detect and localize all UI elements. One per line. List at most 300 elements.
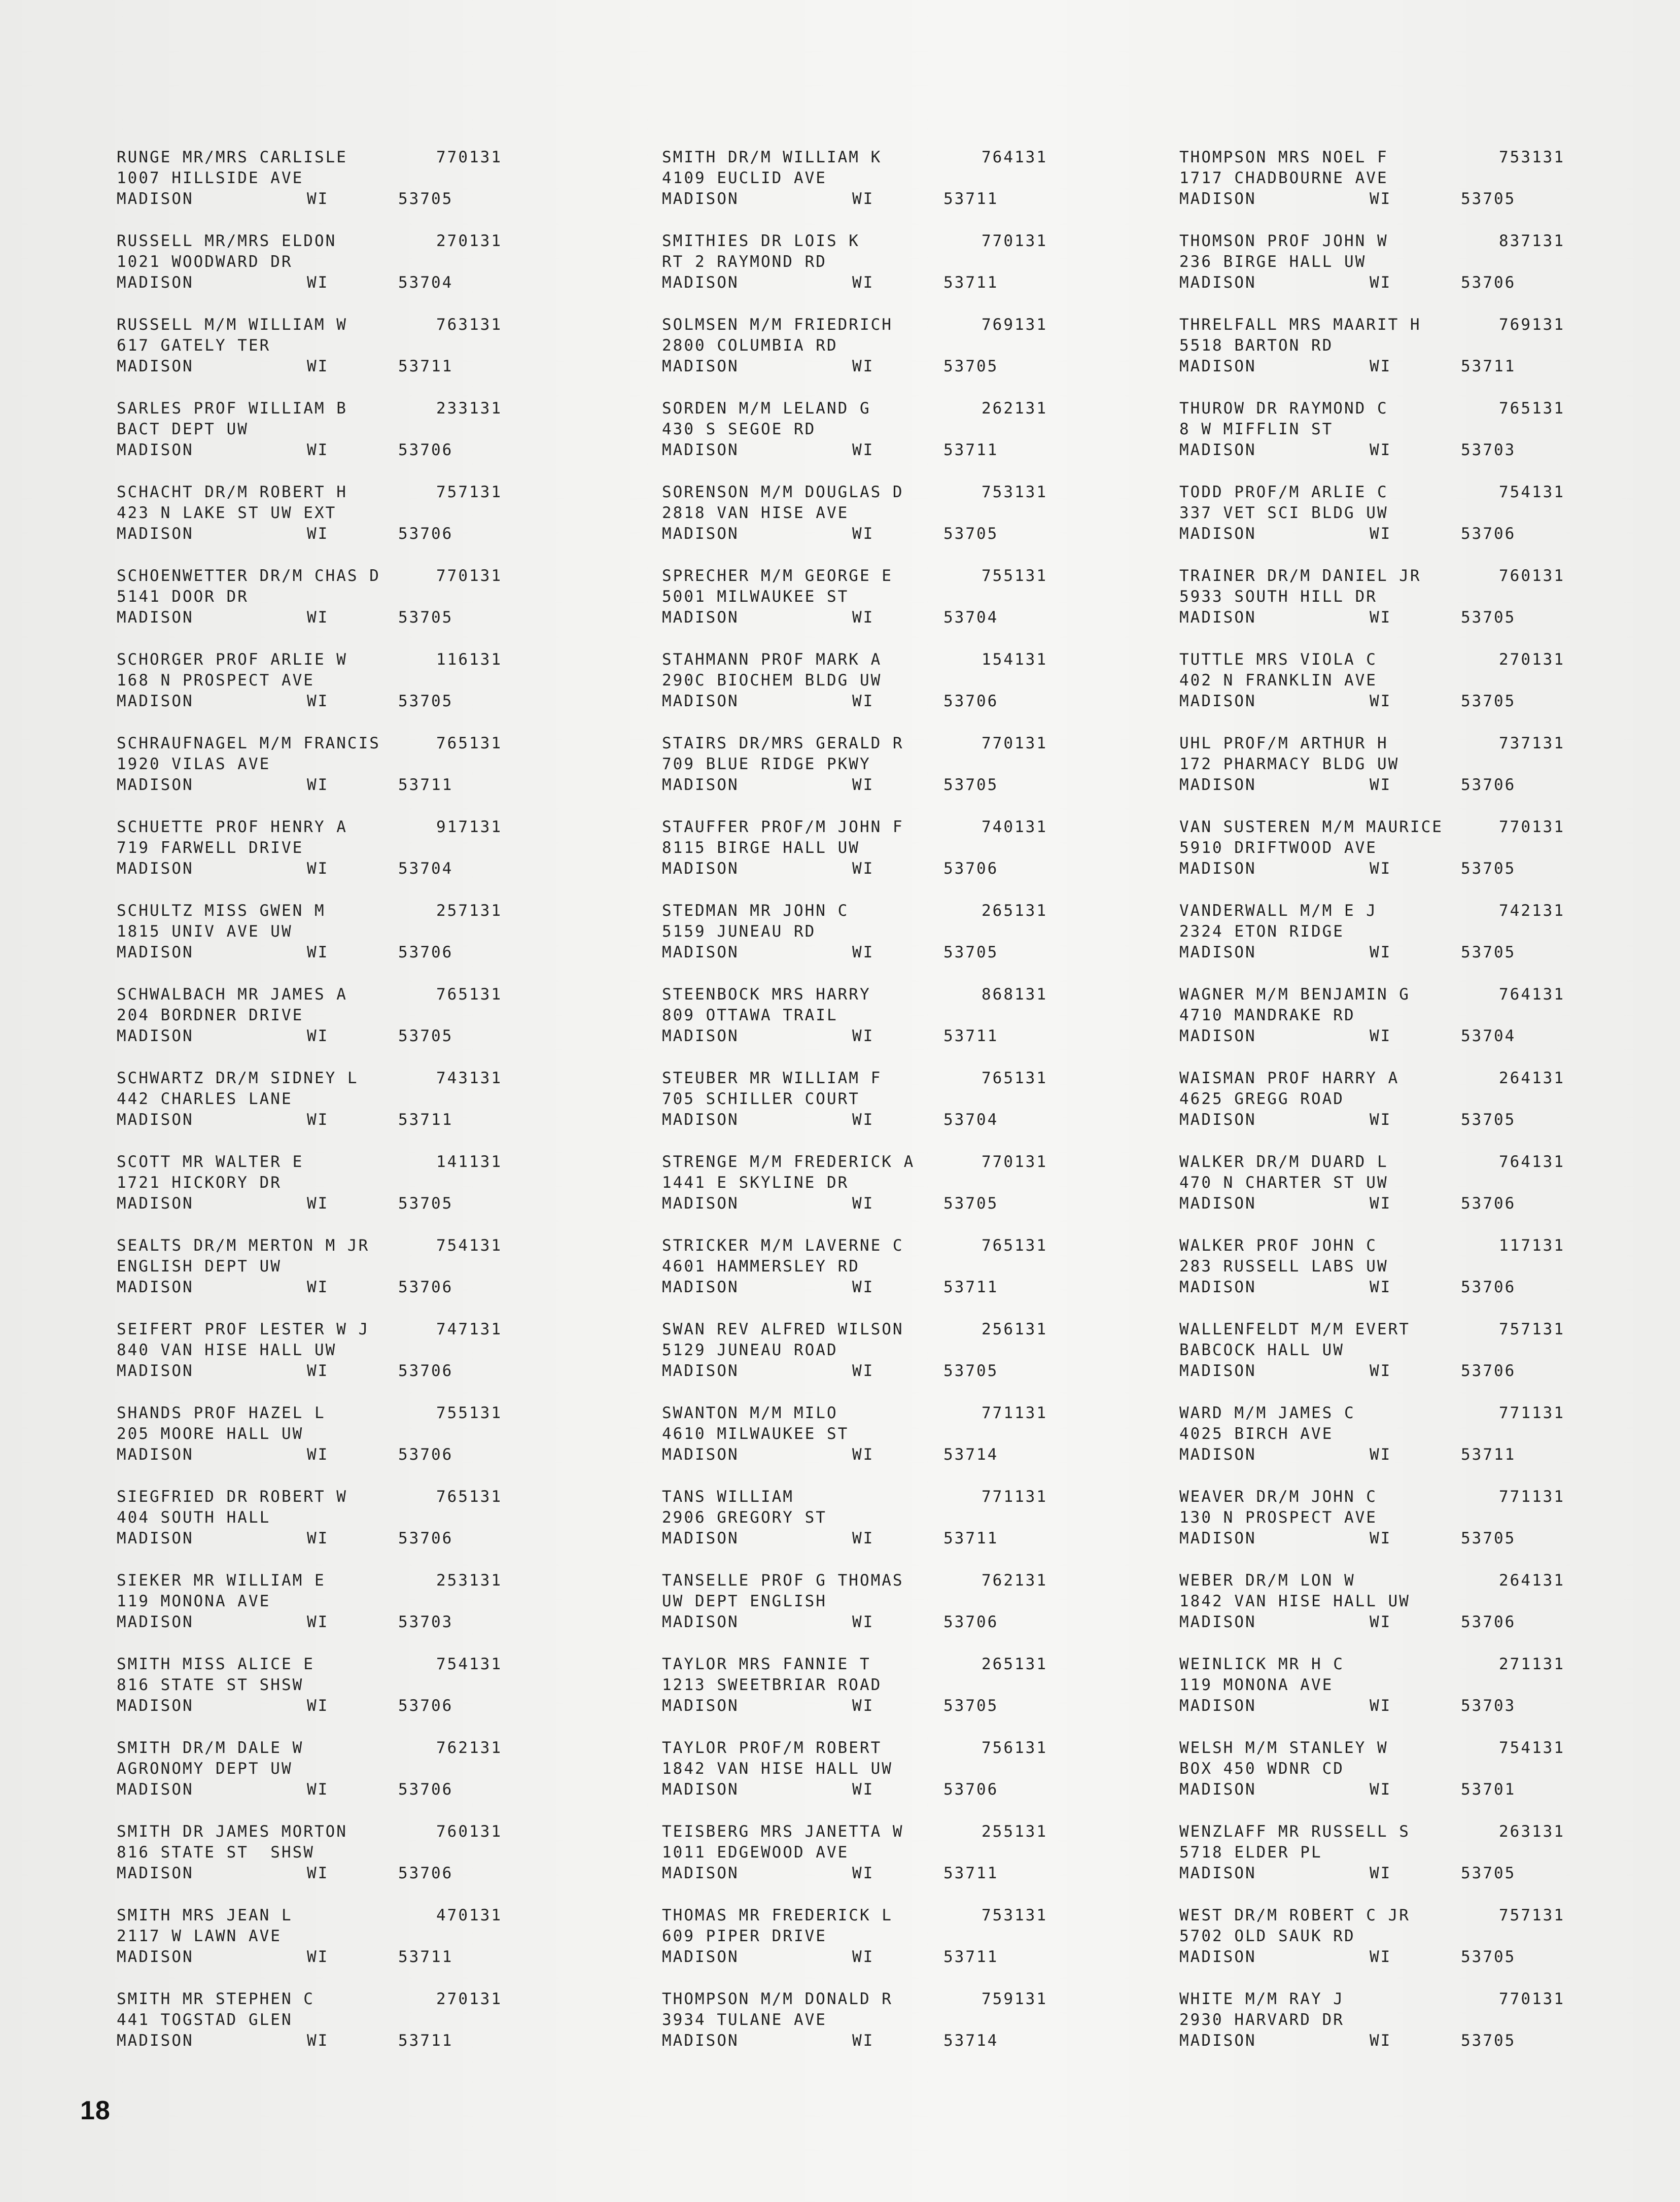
- entry-name: SEALTS DR/M MERTON M JR: [117, 1236, 370, 1255]
- entry-code: 770131: [982, 232, 1047, 250]
- entry-zip: 53711: [398, 776, 453, 794]
- entry-address: 4710 MANDRAKE RD: [1179, 1006, 1355, 1024]
- entry-code: 753131: [1499, 148, 1565, 166]
- entry-code: 917131: [436, 818, 502, 836]
- entry-address: 3934 TULANE AVE: [662, 2011, 827, 2029]
- entry-name: TODD PROF/M ARLIE C: [1179, 483, 1388, 501]
- entry-zip: 53711: [398, 1948, 453, 1966]
- entry-city: MADISON: [117, 190, 194, 208]
- entry-zip: 53705: [943, 1362, 999, 1380]
- entry-code: 771131: [1499, 1488, 1565, 1506]
- directory-entry: [662, 1235, 1068, 1298]
- entry-city: MADISON: [1179, 1613, 1256, 1631]
- entry-name: TRAINER DR/M DANIEL JR: [1179, 567, 1421, 585]
- entry-address: 337 VET SCI BLDG UW: [1179, 504, 1388, 522]
- entry-city: MADISON: [662, 1278, 739, 1296]
- entry-code: 756131: [982, 1739, 1047, 1757]
- entry-zip: 53705: [1461, 1864, 1516, 1882]
- entry-zip: 53714: [943, 1446, 999, 1464]
- entry-address: 5933 SOUTH HILL DR: [1179, 588, 1377, 606]
- entry-address: 1815 UNIV AVE UW: [117, 922, 293, 941]
- entry-address: 236 BIRGE HALL UW: [1179, 253, 1367, 271]
- entry-code: 757131: [1499, 1906, 1565, 1924]
- directory-entry: [662, 649, 1068, 712]
- entry-zip: 53705: [1461, 190, 1516, 208]
- entry-zip: 53706: [1461, 273, 1516, 292]
- entry-zip: 53711: [943, 273, 999, 292]
- entry-code: 762131: [436, 1739, 502, 1757]
- directory-entry: [117, 482, 522, 544]
- entry-city: MADISON: [117, 441, 194, 459]
- entry-address: 5159 JUNEAU RD: [662, 922, 816, 941]
- entry-city: MADISON: [117, 525, 194, 543]
- entry-address: 709 BLUE RIDGE PKWY: [662, 755, 871, 773]
- directory-entry: [1179, 482, 1585, 544]
- entry-state: WI: [307, 1864, 329, 1882]
- entry-zip: 53706: [398, 943, 453, 961]
- entry-name: WAGNER M/M BENJAMIN G: [1179, 985, 1410, 1004]
- entry-city: MADISON: [662, 1613, 739, 1631]
- entry-state: WI: [1370, 1446, 1392, 1464]
- entry-code: 764131: [982, 148, 1047, 166]
- directory-entry: [1179, 315, 1585, 377]
- entry-name: SCHOENWETTER DR/M CHAS D: [117, 567, 380, 585]
- entry-code: 255131: [982, 1822, 1047, 1841]
- entry-code: 764131: [1499, 1153, 1565, 1171]
- directory-entry: [117, 1152, 522, 1214]
- entry-state: WI: [1370, 1697, 1392, 1715]
- entry-city: MADISON: [117, 1111, 194, 1129]
- entry-zip: 53711: [943, 441, 999, 459]
- entry-name: SORENSON M/M DOUGLAS D: [662, 483, 904, 501]
- entry-code: 770131: [1499, 818, 1565, 836]
- entry-code: 470131: [436, 1906, 502, 1924]
- entry-code: 765131: [982, 1236, 1047, 1255]
- entry-city: MADISON: [662, 525, 739, 543]
- entry-code: 765131: [982, 1069, 1047, 1087]
- entry-city: MADISON: [1179, 1027, 1256, 1045]
- entry-name: SMITHIES DR LOIS K: [662, 232, 860, 250]
- entry-city: MADISON: [662, 859, 739, 878]
- entry-code: 753131: [982, 483, 1047, 501]
- entry-name: SCHORGER PROF ARLIE W: [117, 650, 347, 669]
- entry-zip: 53705: [943, 357, 999, 375]
- entry-address: 1007 HILLSIDE AVE: [117, 169, 304, 187]
- directory-entry: [1179, 1989, 1585, 2051]
- entry-state: WI: [1370, 357, 1392, 375]
- entry-city: MADISON: [1179, 1111, 1256, 1129]
- directory-entry: [662, 1068, 1068, 1130]
- entry-address: UW DEPT ENGLISH: [662, 1592, 827, 1610]
- entry-code: 757131: [436, 483, 502, 501]
- entry-address: 205 MOORE HALL UW: [117, 1425, 304, 1443]
- entry-city: MADISON: [662, 1529, 739, 1547]
- entry-code: 116131: [436, 650, 502, 669]
- directory-entry: [117, 398, 522, 461]
- entry-address: 5910 DRIFTWOOD AVE: [1179, 839, 1377, 857]
- entry-state: WI: [1370, 1529, 1392, 1547]
- entry-state: WI: [307, 273, 329, 292]
- entry-code: 771131: [982, 1404, 1047, 1422]
- entry-zip: 53706: [398, 1697, 453, 1715]
- entry-code: 154131: [982, 650, 1047, 669]
- directory-entry: [662, 1570, 1068, 1633]
- entry-code: 769131: [982, 316, 1047, 334]
- page-number: 18: [80, 2096, 111, 2125]
- entry-zip: 53705: [1461, 1529, 1516, 1547]
- entry-city: MADISON: [1179, 1446, 1256, 1464]
- entry-name: TANSELLE PROF G THOMAS: [662, 1571, 904, 1590]
- entry-state: WI: [852, 1027, 874, 1045]
- entry-name: SARLES PROF WILLIAM B: [117, 399, 347, 418]
- entry-code: 770131: [982, 734, 1047, 752]
- entry-state: WI: [307, 1613, 329, 1631]
- entry-address: 204 BORDNER DRIVE: [117, 1006, 304, 1024]
- entry-address: ENGLISH DEPT UW: [117, 1257, 282, 1276]
- entry-zip: 53704: [398, 273, 453, 292]
- entry-address: RT 2 RAYMOND RD: [662, 253, 827, 271]
- entry-city: MADISON: [1179, 1278, 1256, 1296]
- entry-code: 868131: [982, 985, 1047, 1004]
- entry-zip: 53714: [943, 2032, 999, 2050]
- entry-state: WI: [307, 943, 329, 961]
- entry-zip: 53711: [943, 1278, 999, 1296]
- entry-state: WI: [852, 943, 874, 961]
- entry-city: MADISON: [1179, 692, 1256, 710]
- entry-city: MADISON: [1179, 1529, 1256, 1547]
- directory-entry: [1179, 398, 1585, 461]
- entry-code: 763131: [436, 316, 502, 334]
- directory-column-1: [117, 147, 522, 2073]
- entry-address: 402 N FRANKLIN AVE: [1179, 671, 1377, 690]
- directory-entry: [117, 315, 522, 377]
- entry-state: WI: [307, 1446, 329, 1464]
- entry-state: WI: [852, 190, 874, 208]
- entry-name: UHL PROF/M ARTHUR H: [1179, 734, 1388, 752]
- entry-state: WI: [1370, 1948, 1392, 1966]
- entry-code: 753131: [982, 1906, 1047, 1924]
- entry-zip: 53711: [943, 1948, 999, 1966]
- entry-state: WI: [307, 1948, 329, 1966]
- entry-code: 764131: [1499, 985, 1565, 1004]
- entry-zip: 53705: [1461, 1948, 1516, 1966]
- entry-state: WI: [852, 1446, 874, 1464]
- entry-city: MADISON: [662, 357, 739, 375]
- entry-name: STRENGE M/M FREDERICK A: [662, 1153, 915, 1171]
- entry-state: WI: [1370, 2032, 1392, 2050]
- entry-address: 423 N LAKE ST UW EXT: [117, 504, 337, 522]
- directory-entry: [1179, 1905, 1585, 1968]
- entry-address: 5129 JUNEAU ROAD: [662, 1341, 838, 1359]
- directory-entry: [662, 817, 1068, 879]
- entry-address: 119 MONONA AVE: [117, 1592, 271, 1610]
- entry-city: MADISON: [1179, 190, 1256, 208]
- entry-zip: 53711: [943, 1027, 999, 1045]
- entry-city: MADISON: [117, 1864, 194, 1882]
- entry-state: WI: [852, 441, 874, 459]
- entry-name: SCHWARTZ DR/M SIDNEY L: [117, 1069, 359, 1087]
- entry-city: MADISON: [662, 1362, 739, 1380]
- directory-entry: [662, 901, 1068, 963]
- entry-zip: 53706: [1461, 1194, 1516, 1213]
- entry-zip: 53703: [1461, 441, 1516, 459]
- entry-zip: 53703: [398, 1613, 453, 1631]
- entry-state: WI: [852, 1864, 874, 1882]
- entry-address: AGRONOMY DEPT UW: [117, 1760, 293, 1778]
- entry-zip: 53711: [943, 190, 999, 208]
- entry-address: 809 OTTAWA TRAIL: [662, 1006, 838, 1024]
- directory-entry: [117, 1487, 522, 1549]
- entry-code: 771131: [1499, 1404, 1565, 1422]
- directory-entry: [1179, 566, 1585, 628]
- entry-state: WI: [852, 1194, 874, 1213]
- entry-address: 2906 GREGORY ST: [662, 1508, 827, 1527]
- entry-address: 2324 ETON RIDGE: [1179, 922, 1344, 941]
- directory-entry: [1179, 1152, 1585, 1214]
- entry-code: 737131: [1499, 734, 1565, 752]
- entry-code: 256131: [982, 1320, 1047, 1338]
- entry-state: WI: [1370, 943, 1392, 961]
- entry-name: RUSSELL M/M WILLIAM W: [117, 316, 347, 334]
- entry-name: SHANDS PROF HAZEL L: [117, 1404, 326, 1422]
- entry-city: MADISON: [662, 1948, 739, 1966]
- entry-city: MADISON: [1179, 608, 1256, 627]
- entry-state: WI: [307, 190, 329, 208]
- entry-zip: 53705: [943, 1697, 999, 1715]
- entry-state: WI: [852, 1697, 874, 1715]
- entry-zip: 53706: [943, 1780, 999, 1799]
- entry-state: WI: [307, 1194, 329, 1213]
- entry-address: 5702 OLD SAUK RD: [1179, 1927, 1355, 1945]
- entry-city: MADISON: [1179, 357, 1256, 375]
- entry-code: 770131: [436, 148, 502, 166]
- entry-city: MADISON: [117, 1194, 194, 1213]
- entry-city: MADISON: [662, 1194, 739, 1213]
- entry-address: 168 N PROSPECT AVE: [117, 671, 314, 690]
- entry-name: SCOTT MR WALTER E: [117, 1153, 304, 1171]
- entry-code: 271131: [1499, 1655, 1565, 1673]
- entry-address: 1717 CHADBOURNE AVE: [1179, 169, 1388, 187]
- directory-entry: [117, 1989, 522, 2051]
- entry-state: WI: [307, 1111, 329, 1129]
- entry-code: 263131: [1499, 1822, 1565, 1841]
- directory-entry: [662, 315, 1068, 377]
- entry-code: 264131: [1499, 1069, 1565, 1087]
- entry-name: STAUFFER PROF/M JOHN F: [662, 818, 904, 836]
- entry-zip: 53706: [398, 525, 453, 543]
- entry-zip: 53705: [943, 943, 999, 961]
- entry-address: 2818 VAN HISE AVE: [662, 504, 849, 522]
- entry-address: 119 MONONA AVE: [1179, 1676, 1334, 1694]
- entry-zip: 53705: [398, 608, 453, 627]
- directory-entry: [1179, 1235, 1585, 1298]
- entry-zip: 53706: [398, 1780, 453, 1799]
- entry-name: THOMSON PROF JOHN W: [1179, 232, 1388, 250]
- entry-name: STAHMANN PROF MARK A: [662, 650, 882, 669]
- entry-zip: 53704: [1461, 1027, 1516, 1045]
- directory-entry: [117, 1821, 522, 1884]
- directory-entry: [1179, 1654, 1585, 1716]
- entry-name: WALKER PROF JOHN C: [1179, 1236, 1377, 1255]
- entry-address: 172 PHARMACY BLDG UW: [1179, 755, 1399, 773]
- entry-address: 5141 DOOR DR: [117, 588, 249, 606]
- entry-code: 759131: [982, 1990, 1047, 2008]
- entry-state: WI: [307, 2032, 329, 2050]
- entry-city: MADISON: [662, 1780, 739, 1799]
- directory-entry: [1179, 147, 1585, 210]
- entry-state: WI: [307, 1027, 329, 1045]
- entry-address: 617 GATELY TER: [117, 336, 271, 355]
- entry-zip: 53705: [1461, 608, 1516, 627]
- entry-code: 755131: [982, 567, 1047, 585]
- entry-code: 754131: [1499, 1739, 1565, 1757]
- entry-address: 705 SCHILLER COURT: [662, 1090, 860, 1108]
- entry-address: 5518 BARTON RD: [1179, 336, 1334, 355]
- entry-code: 837131: [1499, 232, 1565, 250]
- directory-entry: [1179, 1403, 1585, 1465]
- entry-address: 2930 HARVARD DR: [1179, 2011, 1344, 2029]
- entry-address: 840 VAN HISE HALL UW: [117, 1341, 337, 1359]
- directory-entry: [117, 147, 522, 210]
- entry-state: WI: [307, 1697, 329, 1715]
- directory-entry: [662, 1654, 1068, 1716]
- entry-address: 441 TOGSTAD GLEN: [117, 2011, 293, 2029]
- entry-state: WI: [307, 357, 329, 375]
- entry-name: SCHRAUFNAGEL M/M FRANCIS: [117, 734, 380, 752]
- entry-name: WEINLICK MR H C: [1179, 1655, 1344, 1673]
- entry-name: SORDEN M/M LELAND G: [662, 399, 871, 418]
- entry-name: SIEGFRIED DR ROBERT W: [117, 1488, 347, 1506]
- entry-state: WI: [852, 608, 874, 627]
- entry-city: MADISON: [1179, 273, 1256, 292]
- entry-city: MADISON: [1179, 1362, 1256, 1380]
- entry-state: WI: [852, 357, 874, 375]
- entry-state: WI: [852, 1613, 874, 1631]
- entry-zip: 53705: [943, 1194, 999, 1213]
- entry-state: WI: [1370, 1864, 1392, 1882]
- entry-name: WEAVER DR/M JOHN C: [1179, 1488, 1377, 1506]
- directory-entry: [1179, 733, 1585, 796]
- directory-entry: [1179, 1738, 1585, 1800]
- directory-entry: [1179, 1319, 1585, 1382]
- entry-address: 4109 EUCLID AVE: [662, 169, 827, 187]
- entry-state: WI: [852, 273, 874, 292]
- entry-city: MADISON: [117, 1362, 194, 1380]
- directory-entry: [662, 1152, 1068, 1214]
- entry-code: 760131: [1499, 567, 1565, 585]
- entry-address: 609 PIPER DRIVE: [662, 1927, 827, 1945]
- entry-city: MADISON: [1179, 776, 1256, 794]
- entry-state: WI: [1370, 273, 1392, 292]
- entry-state: WI: [1370, 525, 1392, 543]
- entry-zip: 53704: [943, 1111, 999, 1129]
- entry-state: WI: [852, 1529, 874, 1547]
- directory-entry: [117, 1319, 522, 1382]
- entry-city: MADISON: [117, 943, 194, 961]
- entry-zip: 53706: [1461, 776, 1516, 794]
- entry-city: MADISON: [117, 1278, 194, 1296]
- directory-entry: [662, 1821, 1068, 1884]
- entry-city: MADISON: [117, 2032, 194, 2050]
- entry-address: 470 N CHARTER ST UW: [1179, 1174, 1388, 1192]
- entry-name: SCHACHT DR/M ROBERT H: [117, 483, 347, 501]
- entry-zip: 53706: [1461, 1362, 1516, 1380]
- entry-address: 1721 HICKORY DR: [117, 1174, 282, 1192]
- entry-city: MADISON: [1179, 1948, 1256, 1966]
- directory-entry: [117, 1235, 522, 1298]
- directory-entry: [662, 1403, 1068, 1465]
- entry-city: MADISON: [117, 692, 194, 710]
- entry-name: WENZLAFF MR RUSSELL S: [1179, 1822, 1410, 1841]
- entry-name: TAYLOR MRS FANNIE T: [662, 1655, 871, 1673]
- entry-city: MADISON: [662, 1697, 739, 1715]
- entry-address: 1842 VAN HISE HALL UW: [662, 1760, 893, 1778]
- entry-zip: 53711: [398, 2032, 453, 2050]
- entry-state: WI: [307, 441, 329, 459]
- directory-entry: [1179, 1821, 1585, 1884]
- entry-code: 755131: [436, 1404, 502, 1422]
- directory-entry: [662, 231, 1068, 293]
- entry-zip: 53704: [943, 608, 999, 627]
- directory-column-2: [662, 147, 1068, 2073]
- entry-code: 117131: [1499, 1236, 1565, 1255]
- entry-city: MADISON: [1179, 1864, 1256, 1882]
- entry-name: WELSH M/M STANLEY W: [1179, 1739, 1388, 1757]
- entry-zip: 53704: [398, 859, 453, 878]
- directory-entry: [117, 1654, 522, 1716]
- entry-code: 762131: [982, 1571, 1047, 1590]
- entry-state: WI: [1370, 1613, 1392, 1631]
- entry-address: 404 SOUTH HALL: [117, 1508, 271, 1527]
- entry-city: MADISON: [117, 859, 194, 878]
- entry-zip: 53705: [1461, 859, 1516, 878]
- directory-entry: [662, 1989, 1068, 2051]
- directory-entry: [662, 984, 1068, 1047]
- entry-state: WI: [1370, 1362, 1392, 1380]
- entry-address: 130 N PROSPECT AVE: [1179, 1508, 1377, 1527]
- directory-entry: [117, 1068, 522, 1130]
- entry-city: MADISON: [662, 273, 739, 292]
- entry-state: WI: [1370, 190, 1392, 208]
- entry-state: WI: [307, 525, 329, 543]
- entry-name: THOMPSON M/M DONALD R: [662, 1990, 893, 2008]
- entry-zip: 53711: [1461, 357, 1516, 375]
- entry-code: 760131: [436, 1822, 502, 1841]
- directory-entry: [1179, 231, 1585, 293]
- entry-state: WI: [1370, 1194, 1392, 1213]
- entry-zip: 53711: [943, 1864, 999, 1882]
- entry-name: SMITH MR STEPHEN C: [117, 1990, 314, 2008]
- entry-zip: 53705: [1461, 692, 1516, 710]
- entry-name: WARD M/M JAMES C: [1179, 1404, 1355, 1422]
- entry-zip: 53706: [943, 1613, 999, 1631]
- entry-code: 265131: [982, 1655, 1047, 1673]
- entry-name: WEBER DR/M LON W: [1179, 1571, 1355, 1590]
- entry-state: WI: [307, 1278, 329, 1296]
- entry-state: WI: [852, 1278, 874, 1296]
- entry-state: WI: [1370, 441, 1392, 459]
- entry-code: 141131: [436, 1153, 502, 1171]
- entry-address: 8 W MIFFLIN ST: [1179, 420, 1334, 438]
- entry-name: STAIRS DR/MRS GERALD R: [662, 734, 904, 752]
- entry-city: MADISON: [662, 776, 739, 794]
- entry-name: WALLENFELDT M/M EVERT: [1179, 1320, 1410, 1338]
- entry-address: 4610 MILWAUKEE ST: [662, 1425, 849, 1443]
- entry-address: BOX 450 WDNR CD: [1179, 1760, 1344, 1778]
- entry-name: SMITH DR JAMES MORTON: [117, 1822, 347, 1841]
- entry-name: THUROW DR RAYMOND C: [1179, 399, 1388, 418]
- entry-name: SOLMSEN M/M FRIEDRICH: [662, 316, 893, 334]
